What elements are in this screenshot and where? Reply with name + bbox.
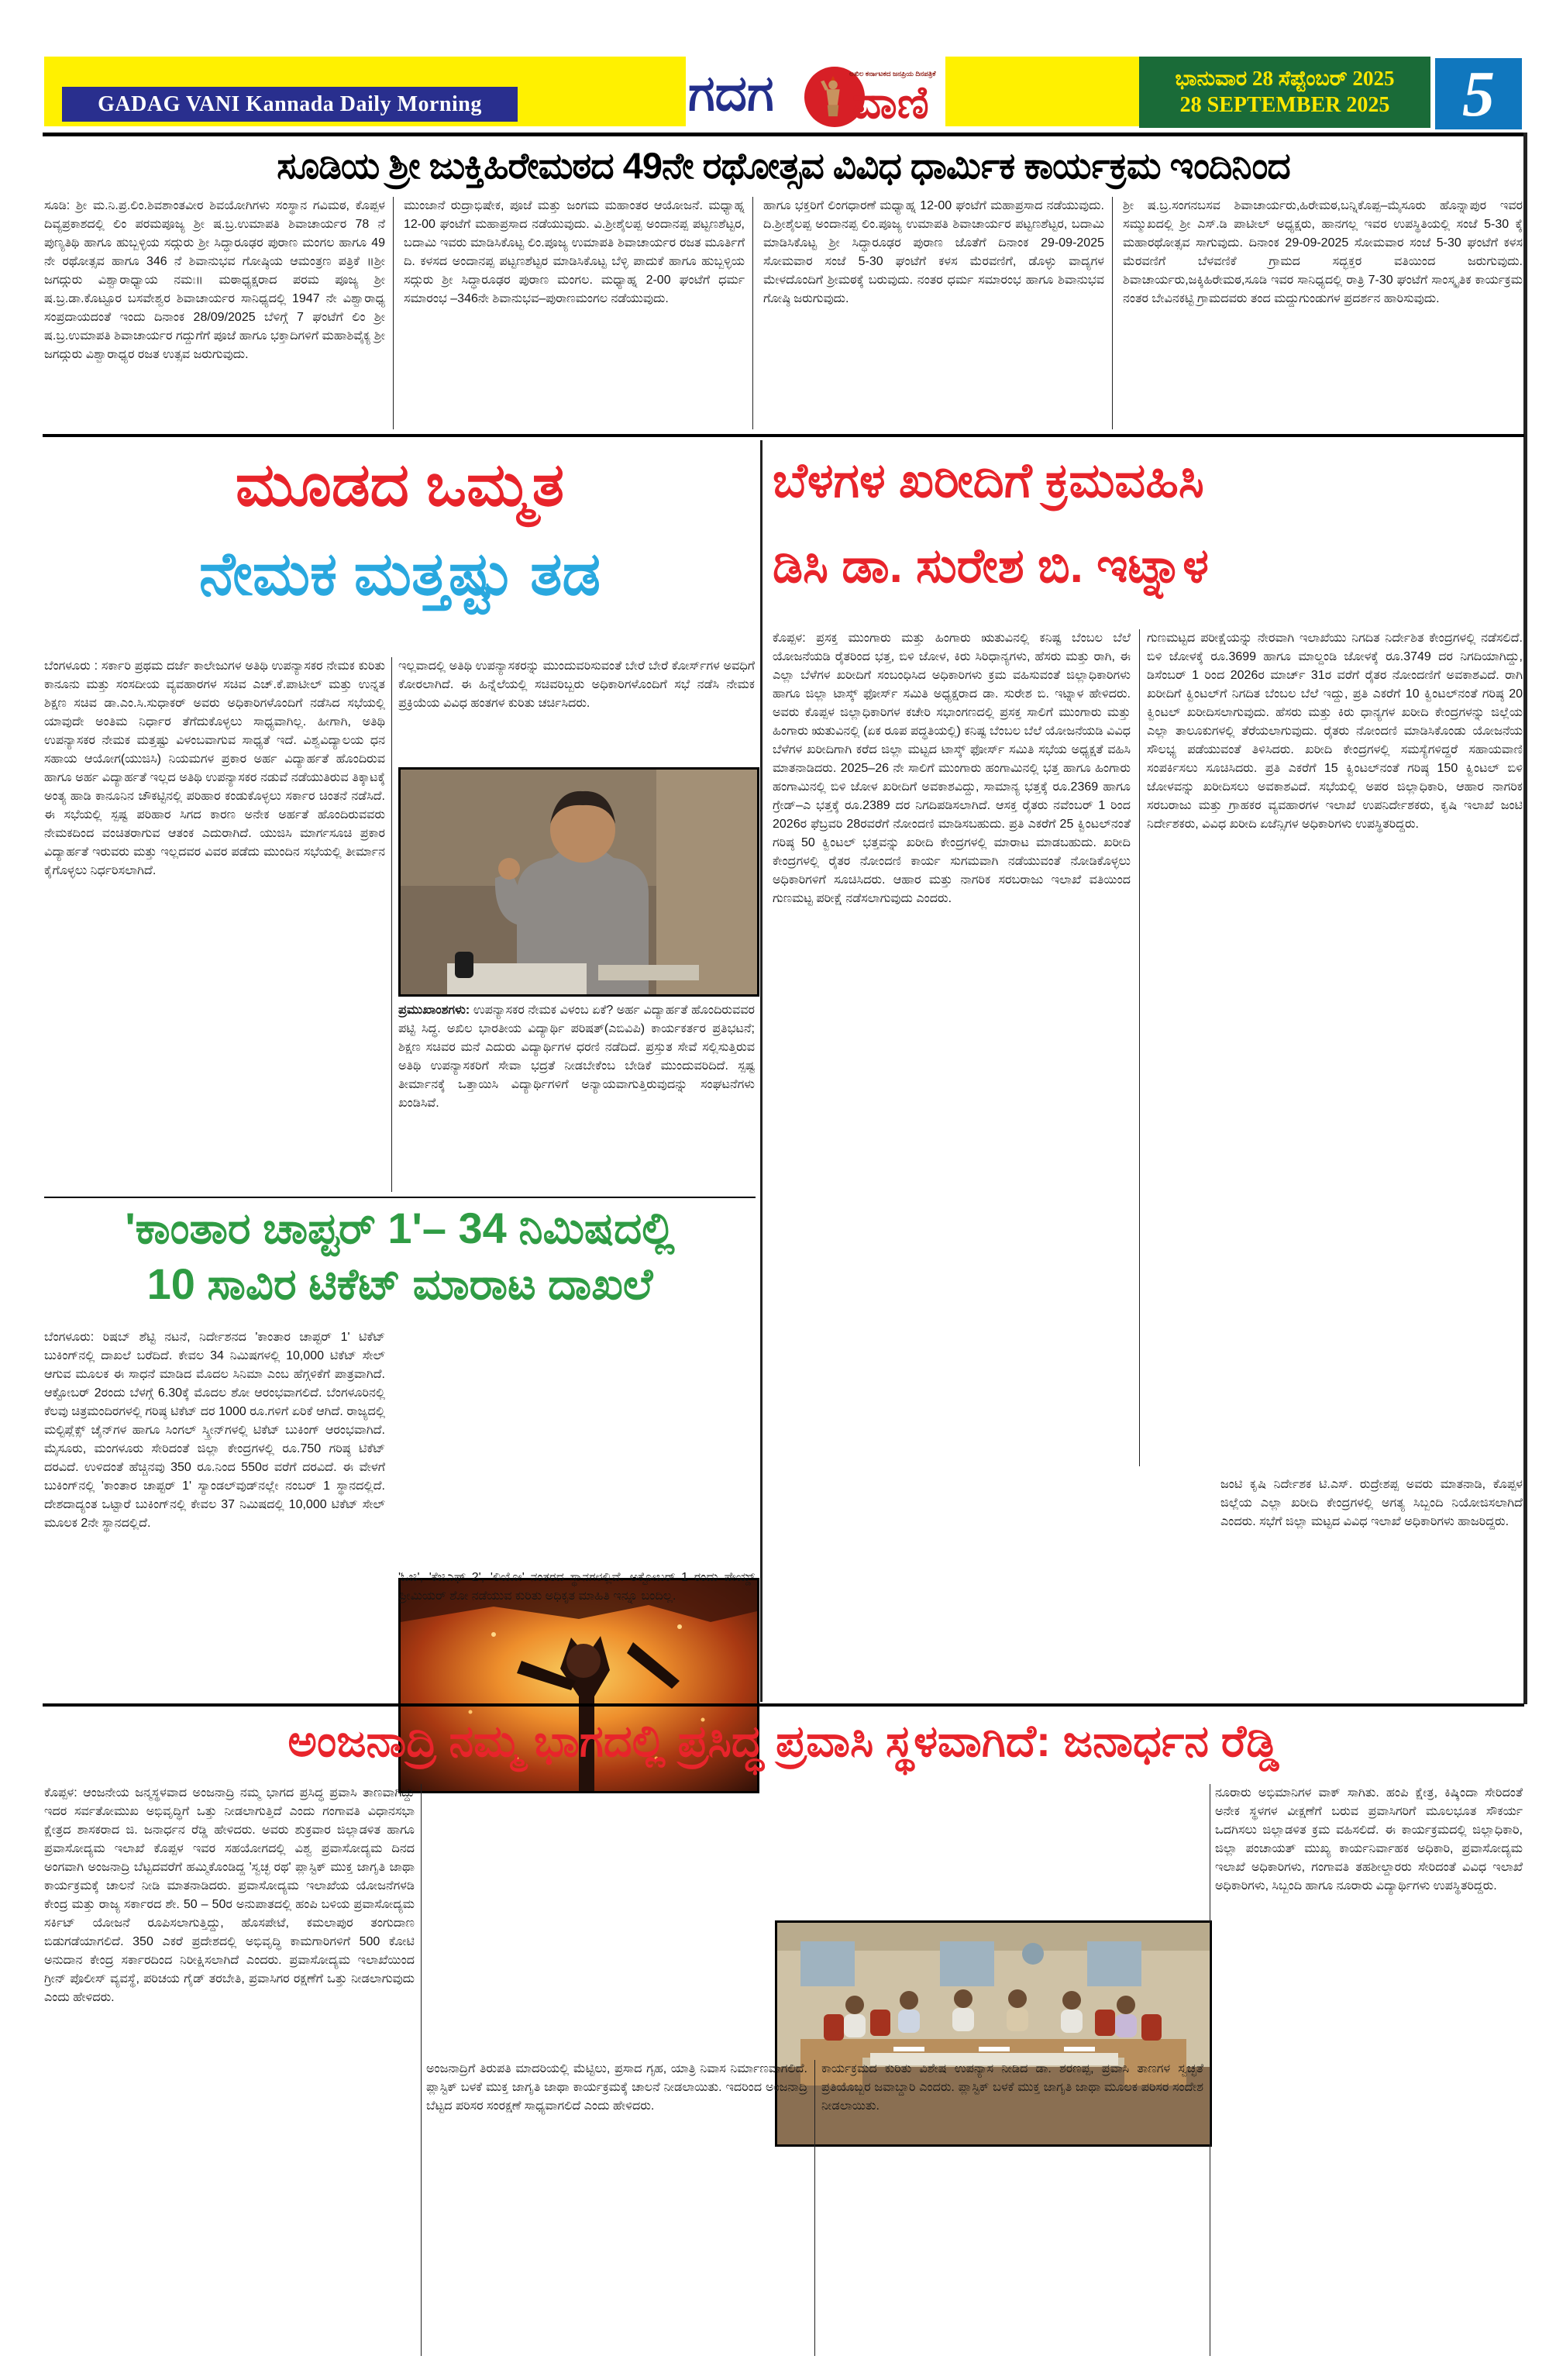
header-rule: [43, 133, 1524, 136]
date-english: 28 SEPTEMBER 2025: [1179, 93, 1390, 118]
appointment-col-2-top: ಇಲ್ಲವಾದಲ್ಲಿ ಅತಿಥಿ ಉಪನ್ಯಾಸಕರನ್ನು ಮುಂದುವರಿಸುವಂತೆ ಬೇರೆ ಬೇರೆ ಕೋರ್ಸ್‌ಗಳ ಅವಧಿಗೆ ಕೋರಲಾಗಿದೆ. ಈ ಹಿನ್ನೆಲೆಯಲ್ಲಿ ಸಚಿವರಿಬ್ಬರು ಅಧಿಕಾರಿಗಳೊಂದಿಗೆ ಸಭೆ ನಡೆಸಿ ನೇಮಕ ಪ್ರಕ್ರಿಯೆಯ ವಿವಿಧ ಹಂತಗಳ ಕುರಿತು ಚರ್ಚಿಸಿದರು.: [398, 660, 755, 710]
page-number: 5: [1462, 57, 1495, 130]
lead-col-1: ಸೂಡಿ: ಶ್ರೀ ಮ.ನಿ.ಪ್ರ.ಲಿಂ.ಶಿವಶಾಂತವೀರ ಶಿವಯೋಗಿಗಳು ಸಂಸ್ಥಾನ ಗವಿಮಠ, ಕೊಪ್ಪಳ ದಿವ್ಯಪ್ರಕಾಶದಲ್ಲಿ ಲಿಂ ಪರಮಪೂಜ್ಯ ಶ್ರೀ ಷ.ಬ್ರ.ಉಮಾಪತಿ ಶಿವಾಚಾರ್ಯರ 78 ನೆ ಪುಣ್ಯತಿಥಿ ಹಾಗೂ ಹುಬ್ಬಳ್ಳಿಯ ಸದ್ಗುರು ಶ್ರೀ ಸಿದ್ಧಾರೂಢರ ಪುರಾಣ ಮಂಗಲ ಹಾಗೂ 49 ನೇ ರಥೋತ್ಸವ ಹಾಗೂ 346 ನೆ ಶಿವಾನುಭವ ಗೋಷ್ಠಿಯ ಆಮಂತ್ರಣ ಪತ್ರಿಕೆ ॥ಶ್ರೀ ಜಗದ್ಗುರು ವಿಶ್ವಾರಾಧ್ಯಾಯ ನಮಃ॥ ಮಠಾಧ್ಯಕ್ಷರಾದ ಪರಮ ಪೂಜ್ಯ ಶ್ರೀ ಷ.ಬ್ರ.ಡಾ.ಕೊಟ್ಟೂರ ಬಸವೇಶ್ವರ ಶಿವಾಚಾರ್ಯರ ಸಾನಿಧ್ಯದಲ್ಲಿ 1947 ನೇ ವಿಶ್ವಾರಾಧ್ಯ ಸಂಪ್ರದಾಯದಂತೆ ಇಂದು ದಿನಾಂಕ 28/09/2025 ಬೆಳಿಗ್ಗೆ 7 ಘಂಟೆಗೆ ಲಿಂ ಶ್ರೀ ಷ.ಬ್ರ.ಉಮಾಪತಿ ಶಿವಾಚಾರ್ಯರ ಗದ್ದುಗೆಗೆ ಪೂಜೆ ಹಾಗೂ ಭಕ್ತಾದಿಗಳಿಗೆ ಮಹಾಶಿವೈಕ್ಯ ಶ್ರೀ ಜಗದ್ಗುರು ವಿಶ್ವಾರಾಧ್ಯರ ರಜತ ಉತ್ಸವ ಜರುಗುವುದು.: [44, 199, 385, 361]
lead-col-4: ಶ್ರೀ ಷ.ಬ್ರ.ಸಂಗನಬಸವ ಶಿವಾಚಾರ್ಯರು,ಹಿರೇಮಠ,ಬನ್ನಿಕೊಪ್ಪ–ಮೈಸೂರು ಹೊನ್ನಾಪುರ ಇವರ ಸಮ್ಮುಖದಲ್ಲಿ ಶ್ರೀ ಎಸ್.ಡಿ ಪಾಟೀಲ್ ಅಧ್ಯಕ್ಷರು, ಹಾನಗಲ್ಲ ಇವರ ಉಪಸ್ಥಿತಿಯಲ್ಲಿ ಸಂಜೆ 5-30 ಕ್ಕೆ ಮಹಾರಥೋತ್ಸವ ಸಾಗುವುದು. ದಿನಾಂಕ 29-09-2025 ಸೋಮವಾರ ಸಂಜೆ 5-30 ಘಂಟೆಗೆ ಕಳಸ ಮೆರವಣಿಗೆ ಬೆಳವಣಿಕೆ ಗ್ರಾಮದ ಸದ್ಭಕ್ತರ ವತಿಯಿಂದ ಜರುಗುವುದು. ಶಿವಾಚಾರ್ಯರು,ಜಕ್ಕಿಹಿರೇಮಠ,ಸೂಡಿ ಇವರ ಸಾನಿಧ್ಯದಲ್ಲಿ ರಾತ್ರಿ 7-30 ಘಂಟೆಗೆ ಸಾಂಸ್ಕೃತಿಕ ಕಾರ್ಯಕ್ರಮ ನಂತರ ಬೇವಿನಕಟ್ಟಿ ಗ್ರಾಮದವರು ತಂದ ಮದ್ದುಗುಂಡುಗಳ ಪ್ರದರ್ಶನ ಹಾರಿಸುವುದು.: [1123, 199, 1523, 305]
col-rule: [1139, 629, 1140, 1466]
anjanadri-headline: ಅಂಜನಾದ್ರಿ ನಮ್ಮ ಭಾಗದಲ್ಲಿ ಪ್ರಸಿದ್ಧ ಪ್ರವಾಸಿ ಸ್ಥಳವಾಗಿದೆ: ಜನಾರ್ಧನ ರೆಡ್ಡಿ: [287, 1717, 1279, 1766]
anjanadri-col-2: ಅಂಜನಾದ್ರಿಗೆ ತಿರುಪತಿ ಮಾದರಿಯಲ್ಲಿ ಮೆಟ್ಟಿಲು, ಪ್ರಸಾದ ಗೃಹ, ಯಾತ್ರಿ ನಿವಾಸ ನಿರ್ಮಾಣವಾಗಲಿದೆ. ಪ್ಲಾಸ್ಟಿಕ್ ಬಳಕೆ ಮುಕ್ತ ಜಾಗೃತಿ ಜಾಥಾ ಕಾರ್ಯಕ್ರಮಕ್ಕೆ ಚಾಲನೆ ನೀಡಲಾಯಿತು. ಇದರಿಂದ ಅಂಜನಾದ್ರಿ ಬೆಟ್ಟದ ಪರಿಸರ ಸಂರಕ್ಷಣೆ ಸಾಧ್ಯವಾಗಲಿದೆ ಎಂದು ಹೇಳಿದರು.: [426, 2062, 807, 2113]
lead-headline: ಸೂಡಿಯ ಶ್ರೀ ಜುಕ್ತಿಹಿರೇಮಠದ 49ನೇ ರಥೋತ್ಸವ ವಿವಿಧ ಧಾರ್ಮಿಕ ಕಾರ್ಯಕ್ರಮ ಇಂದಿನಿಂದ: [277, 145, 1290, 186]
section-rule-bottom: [43, 1703, 1524, 1707]
masthead-english-text: GADAG VANI Kannada Daily Morning: [98, 91, 482, 116]
section-rule-top: [43, 434, 1524, 437]
lead-col-3: ಹಾಗೂ ಭಕ್ತರಿಗೆ ಲಿಂಗಧಾರಣೆ ಮಧ್ಯಾಹ್ನ 12-00 ಘಂಟೆಗೆ ಮಹಾಪ್ರಸಾದ ನಡೆಯುವುದು. ದಿ.ಶ್ರೀಶೈಲಪ್ಪ ಅಂದಾನಪ್ಪ ಲಿಂ.ಪೂಜ್ಯ ಉಮಾಪತಿ ಶಿವಾಚಾರ್ಯರ ಪಟ್ಟಣಶೆಟ್ಟರ, ಬದಾಮಿ ಮಾಡಿಸಿಕೊಟ್ಟ ಶ್ರೀ ಸಿದ್ಧಾರೂಢರ ಪುರಾಣ ಜೊತೆಗೆ ದಿನಾಂಕ 29-09-2025 ಸೋಮವಾರ ಸಂಜೆ 5-30 ಘಂಟೆಗೆ ಕಳಸ ಮೆರವಣಿಗೆ, ಡೊಳ್ಳು ವಾದ್ಯಗಳ ಮೇಳದೊಂದಿಗೆ ಶ್ರೀಮಠಕ್ಕೆ ಬರುವುದು. ನಂತರ ಧರ್ಮ ಸಮಾರಂಭ ಹಾಗೂ ಶಿವಾನುಭವ ಗೋಷ್ಠಿ ಜರುಗುವುದು.: [763, 199, 1104, 305]
kantara-headline-line1: 'ಕಾಂತಾರ ಚಾಪ್ಟರ್ 1'– 34 ನಿಮಿಷದಲ್ಲಿ: [125, 1204, 675, 1252]
appointment-highlights-text: ಉಪನ್ಯಾಸಕರ ನೇಮಕ ವಿಳಂಬ ಏಕೆ? ಅರ್ಹ ವಿದ್ಯಾರ್ಹತೆ ಹೊಂದಿರುವವರ ಪಟ್ಟಿ ಸಿದ್ಧ. ಅಖಿಲ ಭಾರತೀಯ ವಿದ್ಯಾರ್ಥಿ ಪರಿಷತ್(ಎಬಿವಿಪಿ) ಕಾರ್ಯಕರ್ತರ ಪ್ರತಿಭಟನೆ; ಶಿಕ್ಷಣ ಸಚಿವರ ಮನೆ ಎದುರು ವಿದ್ಯಾರ್ಥಿಗಳ ಧರಣಿ ನಡೆದಿದೆ. ಪ್ರಸ್ತುತ ಸೇವೆ ಸಲ್ಲಿಸುತ್ತಿರುವ ಅತಿಥಿ ಉಪನ್ಯಾಸಕರಿಗೆ ಸೇವಾ ಭದ್ರತೆ ನೀಡಬೇಕೆಂಬ ಬೇಡಿಕೆ ಮುಂದುವರಿದಿದೆ. ಸ್ಪಷ್ಟ ತೀರ್ಮಾನಕ್ಕೆ ಒತ್ತಾಯಿಸಿ ವಿದ್ಯಾರ್ಥಿಗಳಿಗೆ ಅನ್ಯಾಯವಾಗುತ್ತಿರುವುದನ್ನು ಸಂಘಟನೆಗಳು ಖಂಡಿಸಿವೆ.: [398, 1004, 755, 1110]
logo-vani-text: ವಾಣಿ: [852, 77, 929, 128]
right-edge-rule: [1523, 133, 1527, 1704]
appointment-headline-line2: ನೇಮಕ ಮತ್ತಷ್ಟು ತಡ: [198, 539, 601, 608]
highlights-label: ಪ್ರಮುಖಾಂಶಗಳು:: [398, 1004, 470, 1017]
col-rule: [421, 1784, 422, 2356]
dc-col-2: ಗುಣಮಟ್ಟದ ಪರೀಕ್ಷೆಯನ್ನು ನೇರವಾಗಿ ಇಲಾಖೆಯು ನಿಗದಿತ ನಿರ್ದೇಶಿತ ಕೇಂದ್ರಗಳಲ್ಲಿ ನಡೆಸಲಿದೆ. ಬಿಳಿ ಜೋಳಕ್ಕೆ ರೂ.3699 ಹಾಗೂ ಮಾಲ್ದಂಡಿ ಜೋಳಕ್ಕೆ ರೂ.3749 ದರ ನಿಗದಿಯಾಗಿದ್ದು, ಡಿಸೆಂಬರ್ 1 ರಿಂದ 2026ರ ಮಾರ್ಚ್ 31ರ ವರೆಗೆ ರೈತರ ನೋಂದಣಿಗೆ ಅವಕಾಶವಿದೆ. ರಾಗಿ ಖರೀದಿಗೆ ಕ್ವಿಂಟಲ್‌ಗೆ ನಿಗದಿತ ಬೆಂಬಲ ಬೆಲೆ ಇದ್ದು, ಪ್ರತಿ ಎಕರೆಗೆ 10 ಕ್ವಿಂಟಲ್‌ನಂತೆ ಗರಿಷ್ಠ 20 ಕ್ವಿಂಟಲ್ ಖರೀದಿಸಲಾಗುವುದು. ಹೆಸರು ಮತ್ತು ಕಿರು ಧಾನ್ಯಗಳ ಖರೀದಿ ಕೇಂದ್ರಗಳನ್ನು ಜಿಲ್ಲೆಯ ಎಲ್ಲಾ ತಾಲೂಕುಗಳಲ್ಲಿ ತೆರೆಯಲಾಗುವುದು. ರೈತರು ನೋಂದಣಿ ಮಾಡಿಸಿಕೊಂಡು ಯೋಜನೆಯ ಸೌಲಭ್ಯ ಪಡೆಯುವಂತೆ ತಿಳಿಸಿದರು. ಖರೀದಿ ಕೇಂದ್ರಗಳಲ್ಲಿ ಸಮಸ್ಯೆಗಳಿದ್ದರೆ ಸಹಾಯವಾಣಿ ಸಂಪರ್ಕಿಸಲು ಸೂಚಿಸಿದರು. ಪ್ರತಿ ಎಕರೆಗೆ 15 ಕ್ವಿಂಟಲ್‌ನಂತೆ ಗರಿಷ್ಠ 150 ಕ್ವಿಂಟಲ್ ಬಿಳಿ ಜೋಳವನ್ನು ಖರೀದಿಸಲು ಅವಕಾಶವಿದೆ. ಸಭೆಯಲ್ಲಿ ಅಪರ ಜಿಲ್ಲಾಧಿಕಾರಿ, ಆಹಾರ ನಾಗರಿಕ ಸರಬರಾಜು ಮತ್ತು ಗ್ರಾಹಕರ ವ್ಯವಹಾರಗಳ ಇಲಾಖೆ ಉಪನಿರ್ದೇಶಕರು, ಕೃಷಿ ಇಲಾಖೆ ಜಂಟಿ ನಿರ್ದೇಶಕರು, ವಿವಿಧ ಖರೀದಿ ಏಜೆನ್ಸಿಗಳ ಅಧಿಕಾರಿಗಳು ಉಪಸ್ಥಿತರಿದ್ದರು.: [1147, 632, 1523, 831]
anjanadri-col-1: ಕೊಪ್ಪಳ: ಆಂಜನೇಯ ಜನ್ಮಸ್ಥಳವಾದ ಅಂಜನಾದ್ರಿ ನಮ್ಮ ಭಾಗದ ಪ್ರಸಿದ್ಧ ಪ್ರವಾಸಿ ತಾಣವಾಗಿದ್ದು ಇದರ ಸರ್ವತೋಮುಖ ಅಭಿವೃದ್ಧಿಗೆ ಒತ್ತು ನೀಡಲಾಗುತ್ತಿದೆ ಎಂದು ಗಂಗಾವತಿ ವಿಧಾನಸಭಾ ಕ್ಷೇತ್ರದ ಶಾಸಕರಾದ ಜಿ. ಜನಾರ್ಧನ ರೆಡ್ಡಿ ಹೇಳಿದರು. ಅವರು ಶುಕ್ರವಾರ ಜಿಲ್ಲಾಡಳಿತ ಹಾಗೂ ಪ್ರವಾಸೋದ್ಯಮ ಇಲಾಖೆ ಕೊಪ್ಪಳ ಇವರ ಸಹಯೋಗದಲ್ಲಿ ವಿಶ್ವ ಪ್ರವಾಸೋದ್ಯಮ ದಿನದ ಅಂಗವಾಗಿ ಅಂಜನಾದ್ರಿ ಬೆಟ್ಟದವರೆಗೆ ಹಮ್ಮಿಕೊಂಡಿದ್ದ 'ಸ್ವಚ್ಛ ರಥ' ಪ್ಲಾಸ್ಟಿಕ್ ಮುಕ್ತ ಜಾಗೃತಿ ಜಾಥಾ ಕಾರ್ಯಕ್ರಮಕ್ಕೆ ಚಾಲನೆ ನೀಡಿ ಮಾತನಾಡಿದರು. ಪ್ರವಾಸೋದ್ಯಮ ಇಲಾಖೆಯ ಯೋಜನೆಗಳಡಿ ಕೇಂದ್ರ ಮತ್ತು ರಾಜ್ಯ ಸರ್ಕಾರದ ಶೇ. 50 – 50ರ ಅನುಪಾತದಲ್ಲಿ ಹಂಪಿ ಬಳಿಯ ಪ್ರವಾಸೋದ್ಯಮ ಸರ್ಕಿಟ್ ಯೋಜನೆ ರೂಪಿಸಲಾಗುತ್ತಿದ್ದು, ಹೊಸಪೇಟೆ, ಕಮಲಾಪುರ ತಂಗುದಾಣ ಬಿಡುಗಡೆಯಾಗಲಿದೆ. 350 ಎಕರೆ ಪ್ರದೇಶದಲ್ಲಿ ಅಭಿವೃದ್ಧಿ ಕಾಮಗಾರಿಗಳಿಗೆ 500 ಕೋಟಿ ಅನುದಾನ ಕೇಂದ್ರ ಸರ್ಕಾರದಿಂದ ನಿರೀಕ್ಷಿಸಲಾಗಿದೆ ಎಂದರು. ಪ್ರವಾಸೋದ್ಯಮ ಇಲಾಖೆಯಿಂದ ಗ್ರೀನ್ ಪೊಲೀಸ್ ವ್ಯವಸ್ಥೆ, ಪರಿಚಯ ಗೈಡ್ ತರಬೇತಿ, ಪ್ರವಾಸಿಗರ ರಕ್ಷಣೆಗೆ ಒತ್ತು ನೀಡಲಾಗುವುದು ಎಂದು ಹೇಳಿದರು.: [44, 1786, 415, 2004]
kantara-rule: [44, 1197, 756, 1198]
logo-tagline: ಅಖಿಲ ಕರ್ನಾಟಕದ ಜನಪ್ರಿಯ ದಿನಪತ್ರಿಕೆ: [849, 70, 936, 77]
col-rule: [391, 657, 392, 1192]
masthead-english-box: [62, 87, 518, 122]
anjanadri-col-3: ಕಾರ್ಯಕ್ರಮದ ಕುರಿತು ವಿಶೇಷ ಉಪನ್ಯಾಸ ನೀಡಿದ ಡಾ. ಶರಣಪ್ಪ, ಪ್ರವಾಸಿ ತಾಣಗಳ ಸ್ವಚ್ಛತೆ ಪ್ರತಿಯೊಬ್ಬರ ಜವಾಬ್ದಾರಿ ಎಂದರು. ಪ್ಲಾಸ್ಟಿಕ್ ಬಳಕೆ ಮುಕ್ತ ಜಾಗೃತಿ ಜಾಥಾ ಮೂಲಕ ಪರಿಸರ ಸಂದೇಶ ನೀಡಲಾಯಿತು.: [821, 2062, 1203, 2113]
col-rule: [393, 197, 394, 429]
appointment-headline-line1: ಮೂಡದ ಒಮ್ಮತ: [235, 450, 565, 518]
col-rule: [814, 2060, 815, 2356]
press-meet-photo: [398, 767, 759, 997]
date-box: [1139, 57, 1430, 128]
dc-col-1: ಕೊಪ್ಪಳ: ಪ್ರಸಕ್ತ ಮುಂಗಾರು ಮತ್ತು ಹಿಂಗಾರು ಋತುವಿನಲ್ಲಿ ಕನಿಷ್ಟ ಬೆಂಬಲ ಬೆಲೆ ಯೋಜನೆಯಡಿ ರೈತರಿಂದ ಭತ್ತ, ಬಿಳಿ ಜೋಳ, ಕಿರು ಸಿರಿಧಾನ್ಯಗಳು, ಹೆಸರು ಮತ್ತು ರಾಗಿ, ಈ ಎಲ್ಲಾ ಬೆಳೆಗಳ ಖರೀದಿಗೆ ಸಂಬಂಧಿಸಿದ ಅಧಿಕಾರಿಗಳು ಕ್ರಮ ವಹಿಸುವಂತೆ ಜಿಲ್ಲಾಧಿಕಾರಿಗಳು ಹಾಗೂ ಜಿಲ್ಲಾ ಟಾಸ್ಕ್ ಫೋರ್ಸ್ ಸಮಿತಿ ಅಧ್ಯಕ್ಷರಾದ ಡಾ. ಸುರೇಶ ಬಿ. ಇಟ್ನಾಳ ಹೇಳಿದರು. ಅವರು ಕೊಪ್ಪಳ ಜಿಲ್ಲಾಧಿಕಾರಿಗಳ ಕಚೇರಿ ಸಭಾಂಗಣದಲ್ಲಿ ಪ್ರಸಕ್ತ ಸಾಲಿಗೆ ಮುಂಗಾರು ಮತ್ತು ಹಿಂಗಾರು ಋತುವಿನಲ್ಲಿ (ಏಕ ರೂಪ ಪದ್ಧತಿಯಲ್ಲಿ) ಕನಿಷ್ಟ ಬೆಂಬಲ ಬೆಲೆ ಯೋಜನೆಯಡಿ ವಿವಿಧ ಬೆಳೆಗಳ ಖರೀದಿಗಾಗಿ ಕರೆದ ಜಿಲ್ಲಾ ಮಟ್ಟದ ಟಾಸ್ಕ್ ಫೋರ್ಸ್ ಸಮಿತಿ ಸಭೆಯ ಅಧ್ಯಕ್ಷತೆ ವಹಿಸಿ ಮಾತನಾಡಿದರು. 2025–26 ನೇ ಸಾಲಿಗೆ ಮುಂಗಾರು ಹಂಗಾಮಿನಲ್ಲಿ ಭತ್ತ ಹಾಗೂ ಹಿಂಗಾರು ಹಂಗಾಮಿನಲ್ಲಿ ಬಿಳಿ ಜೋಳ ಖರೀದಿಗೆ ಅವಕಾಶವಿದ್ದು, ಸಾಮಾನ್ಯ ಭತ್ತಕ್ಕೆ ರೂ.2369 ಹಾಗೂ ಗ್ರೇಡ್–ಎ ಭತ್ತಕ್ಕೆ ರೂ.2389 ದರ ನಿಗದಿಪಡಿಸಲಾಗಿದೆ. ಆಸಕ್ತ ರೈತರು ನವೆಂಬರ್ 1 ರಿಂದ 2026ರ ಫೆಬ್ರವರಿ 28ರವರೆಗೆ ನೋಂದಣಿ ಮಾಡಿಸಬಹುದು. ಪ್ರತಿ ಎಕರೆಗೆ 25 ಕ್ವಿಂಟಲ್‌ನಂತೆ ಗರಿಷ್ಠ 50 ಕ್ವಿಂಟಲ್ ಭತ್ತವನ್ನು ಖರೀದಿ ಕೇಂದ್ರಗಳಲ್ಲಿ ಮಾರಾಟ ಮಾಡಬಹುದು. ಖರೀದಿ ಕೇಂದ್ರಗಳಲ್ಲಿ ರೈತರ ನೋಂದಣಿ ಕಾರ್ಯ ಸುಗಮವಾಗಿ ನಡೆಯುವಂತೆ ನೋಡಿಕೊಳ್ಳಲು ಅಧಿಕಾರಿಗಳಿಗೆ ಸೂಚಿಸಿದರು. ಆಹಾರ ಮತ್ತು ನಾಗರಿಕ ಸರಬರಾಜು ಇಲಾಖೆ ವತಿಯಿಂದ ಗುಣಮಟ್ಟ ಪರೀಕ್ಷೆ ನಡೆಸಲಾಗುವುದು ಎಂದರು.: [773, 632, 1131, 905]
col-rule: [752, 197, 753, 429]
date-kannada: ಭಾನುವಾರ 28 ಸೆಪ್ಟೆಂಬರ್ 2025: [1175, 66, 1395, 90]
logo-gadag-text: ಗದಗ: [688, 65, 774, 121]
middle-divider: [760, 440, 763, 1702]
newspaper-logo: [688, 48, 944, 129]
lead-col-2: ಮುಂಜಾನೆ ರುದ್ರಾಭಿಷೇಕ, ಪೂಜೆ ಮತ್ತು ಜಂಗಮ ಮಹಾಂತರ ಆಯೋಜನೆ. ಮಧ್ಯಾಹ್ನ 12-00 ಘಂಟೆಗೆ ಮಹಾಪ್ರಸಾದ ನಡೆಯುವುದು. ವಿ.ಶ್ರೀಶೈಲಪ್ಪ ಅಂದಾನಪ್ಪ ಪಟ್ಟಣಶೆಟ್ಟರ, ಬದಾಮಿ ಇವರು ಮಾಡಿಸಿಕೊಟ್ಟ ಲಿಂ.ಪೂಜ್ಯ ಉಮಾಪತಿ ಶಿವಾಚಾರ್ಯರ ರಜತ ಮೂರ್ತಿಗೆ ದಿ. ಕಳಸದ ಅಂದಾನಪ್ಪ ಪಟ್ಟಣಶೆಟ್ಟರ ಮಾಡಿಸಿಕೊಟ್ಟ ಬೆಳ್ಳಿ ಪಾದುಕೆ ಹಾಗೂ ಹುಬ್ಬಳ್ಳಿಯ ಸದ್ಗುರು ಶ್ರೀ ಸಿದ್ಧಾರೂಢರ ಪುರಾಣ ಮಂಗಲ. ಮಧ್ಯಾಹ್ನ 2-00 ಘಂಟೆಗೆ ಧರ್ಮ ಸಮಾರಂಭ –346ನೇ ಶಿವಾನುಭವ–ಪುರಾಣಮಂಗಲ ನಡೆಯುವುದು.: [404, 199, 745, 305]
masthead-yellow-band-right: [945, 57, 1139, 126]
dc-col-2-cont: ಜಂಟಿ ಕೃಷಿ ನಿರ್ದೇಶಕ ಟಿ.ಎಸ್. ರುದ್ರೇಶಪ್ಪ ಅವರು ಮಾತನಾಡಿ, ಕೊಪ್ಪಳ ಜಿಲ್ಲೆಯ ಎಲ್ಲಾ ಖರೀದಿ ಕೇಂದ್ರಗಳಲ್ಲಿ ಅಗತ್ಯ ಸಿಬ್ಬಂದಿ ನಿಯೋಜಿಸಲಾಗಿದೆ ಎಂದರು. ಸಭೆಗೆ ಜಿಲ್ಲಾ ಮಟ್ಟದ ವಿವಿಧ ಇಲಾಖೆ ಅಧಿಕಾರಿಗಳು ಹಾಜರಿದ್ದರು.: [1220, 1478, 1523, 1528]
dc-headline-line2: ಡಿಸಿ ಡಾ. ಸುರೇಶ ಬಿ. ಇಟ್ನಾಳ: [773, 539, 1209, 593]
col-rule: [1112, 197, 1113, 429]
anjanadri-col-4: ನೂರಾರು ಅಭಿಮಾನಿಗಳ ವಾಕ್ ಸಾಗಿತು. ಹಂಪಿ ಕ್ಷೇತ್ರ, ಕಿಷ್ಕಿಂದಾ ಸೇರಿದಂತೆ ಅನೇಕ ಸ್ಥಳಗಳ ವೀಕ್ಷಣೆಗೆ ಬರುವ ಪ್ರವಾಸಿಗರಿಗೆ ಮೂಲಭೂತ ಸೌಕರ್ಯ ಒದಗಿಸಲು ಜಿಲ್ಲಾಡಳಿತ ಕ್ರಮ ವಹಿಸಲಿದೆ. ಈ ಕಾರ್ಯಕ್ರಮದಲ್ಲಿ ಜಿಲ್ಲಾಧಿಕಾರಿ, ಜಿಲ್ಲಾ ಪಂಚಾಯತ್ ಮುಖ್ಯ ಕಾರ್ಯನಿರ್ವಾಹಕ ಅಧಿಕಾರಿ, ಪ್ರವಾಸೋದ್ಯಮ ಇಲಾಖೆ ಅಧಿಕಾರಿಗಳು, ಗಂಗಾವತಿ ತಹಶೀಲ್ದಾರರು ಸೇರಿದಂತೆ ವಿವಿಧ ಇಲಾಖೆ ಅಧಿಕಾರಿಗಳು, ಸಿಬ್ಬಂದಿ ಹಾಗೂ ನೂರಾರು ವಿದ್ಯಾರ್ಥಿಗಳು ಉಪಸ್ಥಿತರಿದ್ದರು.: [1215, 1786, 1523, 1893]
page-number-box: [1435, 58, 1522, 129]
appointment-col-1: ಬೆಂಗಳೂರು : ಸರ್ಕಾರಿ ಪ್ರಥಮ ದರ್ಜೆ ಕಾಲೇಜುಗಳ ಅತಿಥಿ ಉಪನ್ಯಾಸಕರ ನೇಮಕ ಕುರಿತು ಕಾನೂನು ಮತ್ತು ಸಂಸದೀಯ ವ್ಯವಹಾರಗಳ ಸಚಿವ ಎಚ್.ಕೆ.ಪಾಟೀಲ್ ಮತ್ತು ಉನ್ನತ ಶಿಕ್ಷಣ ಸಚಿವ ಡಾ.ಎಂ.ಸಿ.ಸುಧಾಕರ್ ಅವರು ಅಧಿಕಾರಿಗಳೊಂದಿಗೆ ನಡೆಸಿದ ಸಭೆಯಲ್ಲಿ ಯಾವುದೇ ಅಂತಿಮ ನಿರ್ಧಾರ ತೆಗೆದುಕೊಳ್ಳಲು ಸಾಧ್ಯವಾಗಿಲ್ಲ. ಹೀಗಾಗಿ, ಅತಿಥಿ ಉಪನ್ಯಾಸಕರ ನೇಮಕ ಮತ್ತಷ್ಟು ವಿಳಂಬವಾಗುವ ಸಾಧ್ಯತೆ ಇದೆ. ವಿಶ್ವವಿದ್ಯಾಲಯ ಧನ ಸಹಾಯ ಆಯೋಗ(ಯುಜಿಸಿ) ನಿಯಮಗಳ ಪ್ರಕಾರ ಅರ್ಹ ವಿದ್ಯಾರ್ಹತೆ ಹೊಂದಿರುವ ಹಾಗೂ ಅರ್ಹ ವಿದ್ಯಾರ್ಹತೆ ಇಲ್ಲದ ಅತಿಥಿ ಉಪನ್ಯಾಸಕರ ನಡುವೆ ನಡೆಯುತಿರುವ ತಿಕ್ಕಾಟಕ್ಕೆ ಅಂತ್ಯ ಹಾಡಿ ಕಾನೂನಿನ ಚೌಕಟ್ಟಿನಲ್ಲಿ ಪರಿಹಾರ ಕಂಡುಕೊಳ್ಳಲು ಸರ್ಕಾರ ಚಿಂತನೆ ನಡೆಸಿದೆ. ಈ ಸಭೆಯಲ್ಲಿ ಸ್ಪಷ್ಟ ಪರಿಹಾರ ಸಿಗದ ಕಾರಣ ಅನೇಕ ಅರ್ಹತೆ ಹೊಂದಿರುವವರು ನೇಮಕದಿಂದ ವಂಚಿತರಾಗುವ ಆತಂಕ ಎದುರಾಗಿದೆ. ಯುಜಿಸಿ ಮಾರ್ಗಸೂಚಿ ಪ್ರಕಾರ ವಿದ್ಯಾರ್ಹತೆ ಇರುವರು ಮತ್ತು ಇಲ್ಲದವರ ವಿವರ ಪಡೆದು ಮುಂದಿನ ಸಭೆಯಲ್ಲಿ ತೀರ್ಮಾನ ಕೈಗೊಳ್ಳಲು ನಿರ್ಧರಿಸಲಾಗಿದೆ.: [44, 660, 385, 877]
kantara-below-poster-text: 'ಓಜಿ', 'ಕೆಜಿಎಫ್ 2', 'ಲಿಯೋ' ನಂತರದ ಸ್ಥಾನಗಳಲ್ಲಿವೆ. ಅಕ್ಟೋಬರ್ 1 ರಂದು ಪೇಯ್ಡ್ ಪ್ರೀಮಿಯರ್ ಶೋ ನಡೆಯುವ ಕುರಿತು ಅಧಿಕೃತ ಮಾಹಿತಿ ಇನ್ನೂ ಬಂದಿಲ್ಲ.: [398, 1571, 755, 1603]
appointment-col-2-bottom: [398, 1001, 755, 1192]
dc-headline-line1: ಬೆಳಗಳ ಖರೀದಿಗೆ ಕ್ರಮವಹಿಸಿ: [773, 454, 1204, 508]
kantara-col-1: ಬೆಂಗಳೂರು: ರಿಷಬ್ ಶೆಟ್ಟಿ ನಟನೆ, ನಿರ್ದೇಶನದ 'ಕಾಂತಾರ ಚಾಪ್ಟರ್ 1' ಟಿಕೆಟ್ ಬುಕಿಂಗ್‌ನಲ್ಲಿ ದಾಖಲೆ ಬರೆದಿದೆ. ಕೇವಲ 34 ನಿಮಿಷಗಳಲ್ಲಿ 10,000 ಟಿಕೆಟ್ ಸೇಲ್ ಆಗುವ ಮೂಲಕ ಈ ಸಾಧನೆ ಮಾಡಿದ ಮೊದಲ ಸಿನಿಮಾ ಎಂಬ ಹೆಗ್ಗಳಿಕೆಗೆ ಪಾತ್ರವಾಗಿದೆ. ಆಕ್ಟೋಬರ್ 2ರಂದು ಬೆಳಗ್ಗೆ 6.30ಕ್ಕೆ ಮೊದಲ ಶೋ ಆರಂಭವಾಗಲಿದೆ. ಬೆಂಗಳೂರಿನಲ್ಲಿ ಕೆಲವು ಚಿತ್ರಮಂದಿರಗಳಲ್ಲಿ ಗರಿಷ್ಠ ಟಿಕೆಟ್ ದರ 1000 ರೂ.ಗಳಿಗೆ ಏರಿಕೆ ಆಗಿದೆ. ರಾಜ್ಯದಲ್ಲಿ ಮಲ್ಟಿಪ್ಲೆಕ್ಸ್ ಚೈನ್‌ಗಳ ಹಾಗೂ ಸಿಂಗಲ್ ಸ್ಕ್ರೀನ್‌ಗಳಲ್ಲಿ ಟಿಕೆಟ್ ಬುಕಿಂಗ್ ಆರಂಭವಾಗಿದೆ. ಮೈಸೂರು, ಮಂಗಳೂರು ಸೇರಿದಂತೆ ಜಿಲ್ಲಾ ಕೇಂದ್ರಗಳಲ್ಲಿ ರೂ.750 ಗರಿಷ್ಠ ಟಿಕೆಟ್ ದರವಿದೆ. ಉಳಿದಂತೆ ಹೆಚ್ಚಿನವು 350 ರೂ.ನಿಂದ 550ರ ವರೆಗೆ ದರವಿದೆ. ಈ ವೇಳಗೆ ಬುಕಿಂಗ್‌ನಲ್ಲಿ 'ಕಾಂತಾರ ಚಾಪ್ಟರ್ 1' ಸ್ಯಾಂಡಲ್‌ವುಡ್‌ನಲ್ಲೇ ನಂಬರ್ 1 ಸ್ಥಾನದಲ್ಲಿದೆ. ದೇಶದಾದ್ಯಂತ ಒಟ್ಟಾರೆ ಬುಕಿಂಗ್‌ನಲ್ಲಿ ಕೇವಲ 37 ನಿಮಿಷದಲ್ಲಿ 10,000 ಟಿಕೆಟ್ ಸೇಲ್ ಮೂಲಕ 2ನೇ ಸ್ಥಾನದಲ್ಲಿದೆ.: [44, 1331, 385, 1530]
kantara-headline-line2: 10 ಸಾವಿರ ಟಿಕೆಟ್ ಮಾರಾಟ ದಾಖಲೆ: [146, 1259, 653, 1308]
